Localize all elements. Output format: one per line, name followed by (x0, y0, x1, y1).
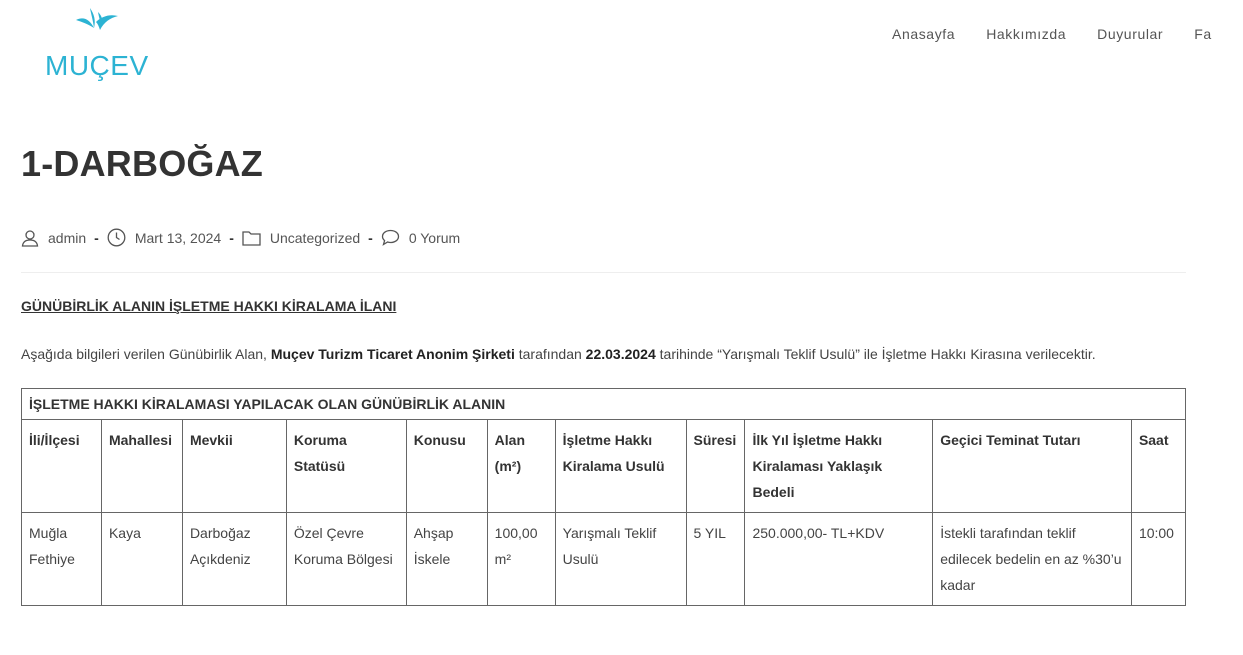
nav-item-fa[interactable]: Fa (1194, 26, 1212, 42)
page-title: 1-DARBOĞAZ (21, 143, 263, 184)
nav-item-anasayfa[interactable]: Anasayfa (892, 26, 956, 42)
site-logo[interactable] (44, 6, 149, 81)
table-cell: Darboğaz Açıkdeniz (182, 513, 286, 606)
category-link[interactable]: Uncategorized (269, 229, 361, 246)
table-header: Konusu (406, 420, 487, 513)
bird-logo-icon (72, 6, 120, 46)
table-header: Mahallesi (101, 420, 182, 513)
table-cell: 100,00 m² (487, 513, 555, 606)
table-header: İlk Yıl İşletme Hakkı Kiralaması Yaklaşık Bedeli (745, 420, 933, 513)
table-header: Süresi (686, 420, 745, 513)
meta-separator: - (368, 229, 373, 246)
rental-info-table (21, 388, 1186, 606)
user-icon (21, 229, 39, 247)
intro-paragraph (21, 346, 1096, 362)
divider (21, 272, 1186, 273)
table-caption: İŞLETME HAKKI KİRALAMASI YAPILACAK OLAN GÜNÜBİRLİK ALANIN (22, 389, 1186, 420)
table-header: Saat (1131, 420, 1185, 513)
clock-icon (107, 228, 126, 247)
intro-text-1: Aşağıda bilgileri verilen Günübirlik Alan, (21, 346, 271, 362)
author-link[interactable]: admin (48, 229, 87, 246)
meta-comments (381, 229, 460, 246)
table-caption-row (22, 389, 1186, 420)
meta-separator: - (229, 229, 234, 246)
table-cell: Muğla Fethiye (22, 513, 102, 606)
intro-company: Muçev Turizm Ticaret Anonim Şirketi (270, 346, 515, 362)
nav-item-hakkimizda[interactable]: Hakkımızda (986, 26, 1067, 42)
meta-date (107, 228, 221, 247)
meta-category (242, 230, 360, 246)
table-cell: 10:00 (1131, 513, 1185, 606)
table-header: Geçici Teminat Tutarı (933, 420, 1132, 513)
table-header: Mevkii (182, 420, 286, 513)
date-text: Mart 13, 2024 (134, 229, 222, 246)
announcement-heading: GÜNÜBİRLİK ALANIN İŞLETME HAKKI KİRALAMA İLANI (21, 298, 397, 314)
meta-author (21, 229, 86, 247)
meta-separator: - (94, 229, 99, 246)
comment-icon (381, 229, 400, 246)
post-meta (21, 228, 460, 247)
intro-text-2: tarafından (514, 346, 586, 362)
folder-icon (242, 230, 261, 246)
intro-date: 22.03.2024 (585, 346, 656, 362)
table-header: İşletme Hakkı Kiralama Usulü (555, 420, 686, 513)
comments-link[interactable]: 0 Yorum (408, 229, 461, 246)
table-header: Koruma Statüsü (286, 420, 406, 513)
nav-item-duyurular[interactable]: Duyurular (1097, 26, 1164, 42)
table-cell: Kaya (101, 513, 182, 606)
table-cell: Ahşap İskele (406, 513, 487, 606)
table-header: İli/İlçesi (22, 420, 102, 513)
main-nav (892, 26, 1243, 42)
table-cell: Yarışmalı Teklif Usulü (555, 513, 686, 606)
table-cell: 5 YIL (686, 513, 745, 606)
table-cell: İstekli tarafından teklif edilecek bedelin en az %30’u kadar (933, 513, 1132, 606)
intro-text-3: tarihinde “Yarışmalı Teklif Usulü” ile İşletme Hakkı Kirasına verilecektir. (655, 346, 1096, 362)
table-header-row (22, 420, 1186, 513)
table-header: Alan (m²) (487, 420, 555, 513)
logo-text: MUÇEV (45, 50, 149, 81)
table-cell: 250.000,00- TL+KDV (745, 513, 933, 606)
table-row (22, 513, 1186, 606)
table-cell: Özel Çevre Koruma Bölgesi (286, 513, 406, 606)
